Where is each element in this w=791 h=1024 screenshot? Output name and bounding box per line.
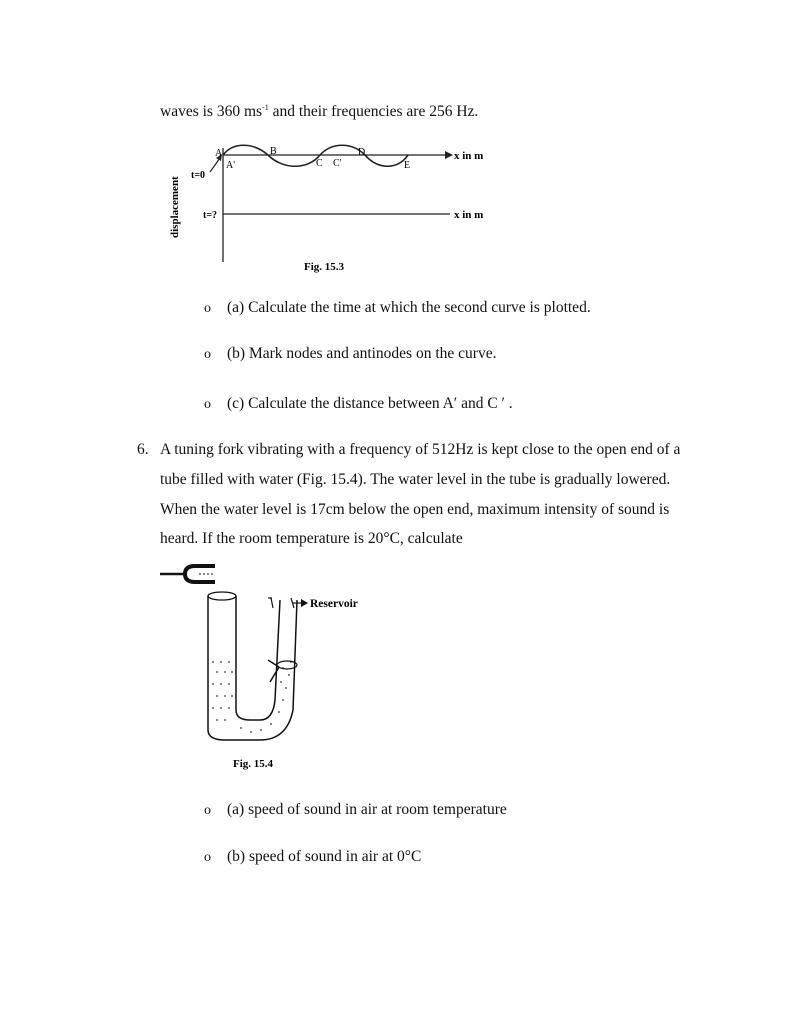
t0-arrow xyxy=(210,158,220,172)
q6-number: 6. xyxy=(137,441,149,458)
point-d: D xyxy=(358,147,366,158)
top-x-label: x in m xyxy=(454,150,484,162)
intro-superscript: -1 xyxy=(262,103,269,112)
point-e: E xyxy=(404,160,411,171)
tube-opening xyxy=(208,592,236,600)
item-5c: (c) Calculate the distance between A′ and C ′ . xyxy=(227,395,513,412)
figure-caption: Fig. 15.4 xyxy=(233,758,274,770)
figure-caption: Fig. 15.3 xyxy=(304,261,345,273)
q6-line-4: heard. If the room temperature is 20°C, calculate xyxy=(160,530,463,547)
point-c-prime: C' xyxy=(333,158,342,169)
bottom-x-label: x in m xyxy=(454,209,484,221)
bullet-5a: o xyxy=(204,301,211,316)
water-dots xyxy=(212,661,292,733)
intro-line xyxy=(160,103,478,121)
t-label: t=? xyxy=(203,210,218,221)
reservoir-label: Reservoir xyxy=(310,598,358,610)
y-axis-label: displacement xyxy=(170,176,181,238)
item-6b: (b) speed of sound in air at 0°C xyxy=(227,848,422,865)
figure-15-3 xyxy=(170,140,510,280)
figure-15-4 xyxy=(155,560,395,775)
bullet-6b: o xyxy=(204,850,211,865)
item-5a: (a) Calculate the time at which the second curve is plotted. xyxy=(227,299,591,316)
point-a: A xyxy=(215,148,223,159)
item-5b: (b) Mark nodes and antinodes on the curve. xyxy=(227,345,497,362)
point-b: B xyxy=(270,146,277,157)
bullet-5b: o xyxy=(204,347,211,362)
item-6a: (a) speed of sound in air at room temperature xyxy=(227,801,507,818)
wave-diagram xyxy=(170,140,510,280)
q6-line-1: A tuning fork vibrating with a frequency of 512Hz is kept close to the open end of a xyxy=(160,441,681,458)
intro-text-1: waves is 360 ms xyxy=(160,103,263,121)
bullet-5c: o xyxy=(204,397,211,412)
point-c: C xyxy=(316,158,323,169)
q6-line-2: tube filled with water (Fig. 15.4). The water level in the tube is gradually lowered. xyxy=(160,471,671,488)
point-a-prime: A' xyxy=(226,160,236,171)
top-x-arrow xyxy=(445,151,453,159)
q6-line-3: When the water level is 17cm below the open end, maximum intensity of sound is xyxy=(160,501,670,518)
reservoir-arrow-icon xyxy=(301,599,308,607)
intro-text-2: and their frequencies are 256 Hz. xyxy=(268,103,479,121)
resonance-tube-diagram xyxy=(155,560,395,775)
t0-label: t=0 xyxy=(191,170,206,181)
bullet-6a: o xyxy=(204,803,211,818)
